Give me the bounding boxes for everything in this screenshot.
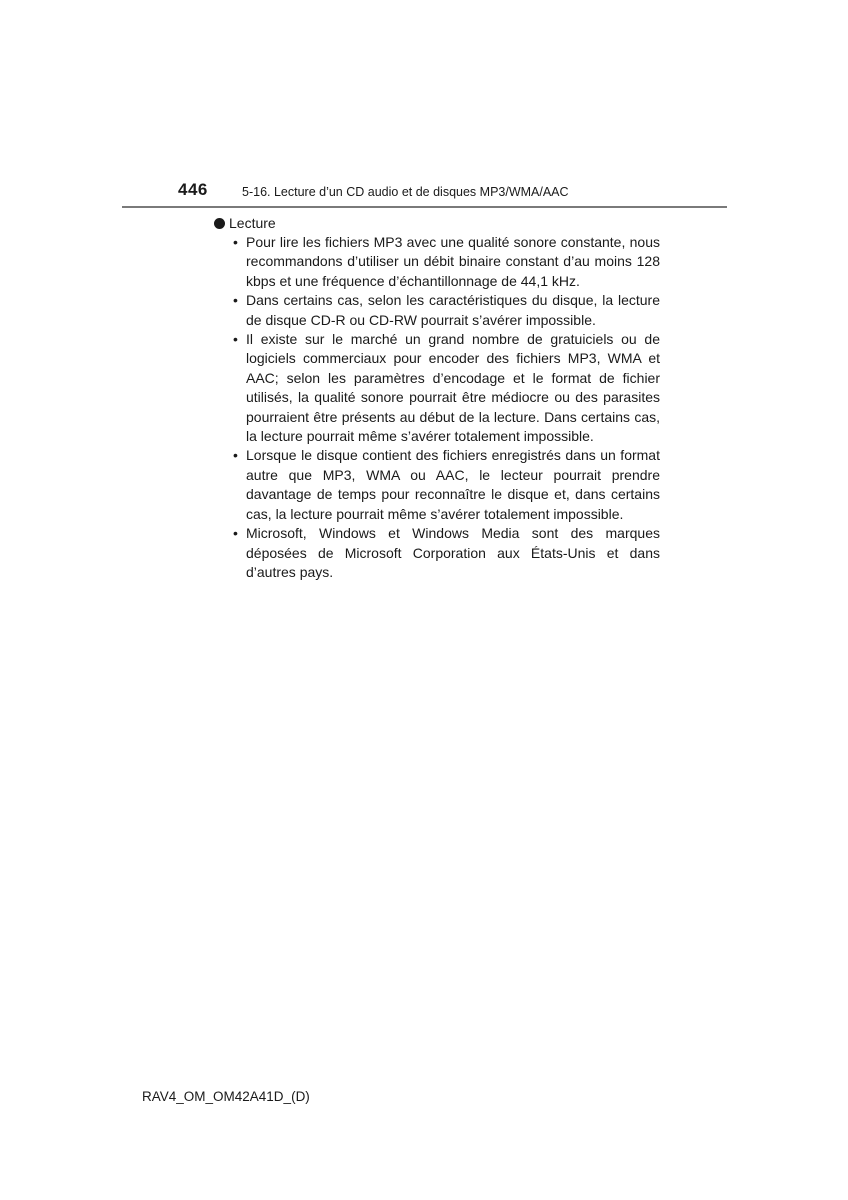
bullet-marker: • [233,292,238,309]
list-item-text: Dans certains cas, selon les caractéristiques du disque, la lecture de disque CD-R ou CD-RW pourrait s’avérer impossible. [246,292,660,328]
list-item [214,524,660,582]
filled-circle-icon [214,218,225,229]
list-item-text: Lorsque le disque contient des fichiers enregistrés dans un format autre que MP3, WMA ou AAC, le lecteur pourrait prendre davantage de temps pour reconnaître le disque et, dans certains cas, la lecture pourrait même s’avérer totalement impossible. [246,447,660,522]
content [214,213,660,582]
list-item [214,446,660,524]
list-item [214,233,660,291]
bullet-marker: • [233,525,238,542]
bullet-marker: • [233,447,238,464]
header-rule [122,206,727,208]
bullet-list [214,233,660,582]
list-item [214,330,660,446]
list-item-text: Microsoft, Windows et Windows Media sont des marques déposées de Microsoft Corporation aux États-Unis et dans d’autres pays. [246,525,660,580]
list-item-text: Il existe sur le marché un grand nombre de gratuiciels ou de logiciels commerciaux pour encoder des fichiers MP3, WMA et AAC; selon les paramètres d’encodage et le format de fichier utilisés, la qualité sonore pourrait être médiocre ou des parasites pourraient être présents au début de la lecture. Dans certains cas, la lecture pourrait même s’avérer totalement impossible. [246,331,660,445]
footer-doc-code: RAV4_OM_OM42A41D_(D) [142,1089,310,1104]
heading-label: Lecture [229,215,276,231]
bullet-marker: • [233,234,238,250]
list-item-text: Pour lire les fichiers MP3 avec une qualité sonore constante, nous recommandons d’utiliser un débit binaire constant d’au moins 128 kbps et une fréquence d’échantillonnage de 44,1 kHz. [246,234,660,289]
page-number: 446 [178,180,208,199]
section-title: 5-16. Lecture d’un CD audio et de disques MP3/WMA/AAC [242,185,569,199]
section-heading [214,213,660,233]
list-item [214,291,660,330]
bullet-marker: • [233,331,238,348]
